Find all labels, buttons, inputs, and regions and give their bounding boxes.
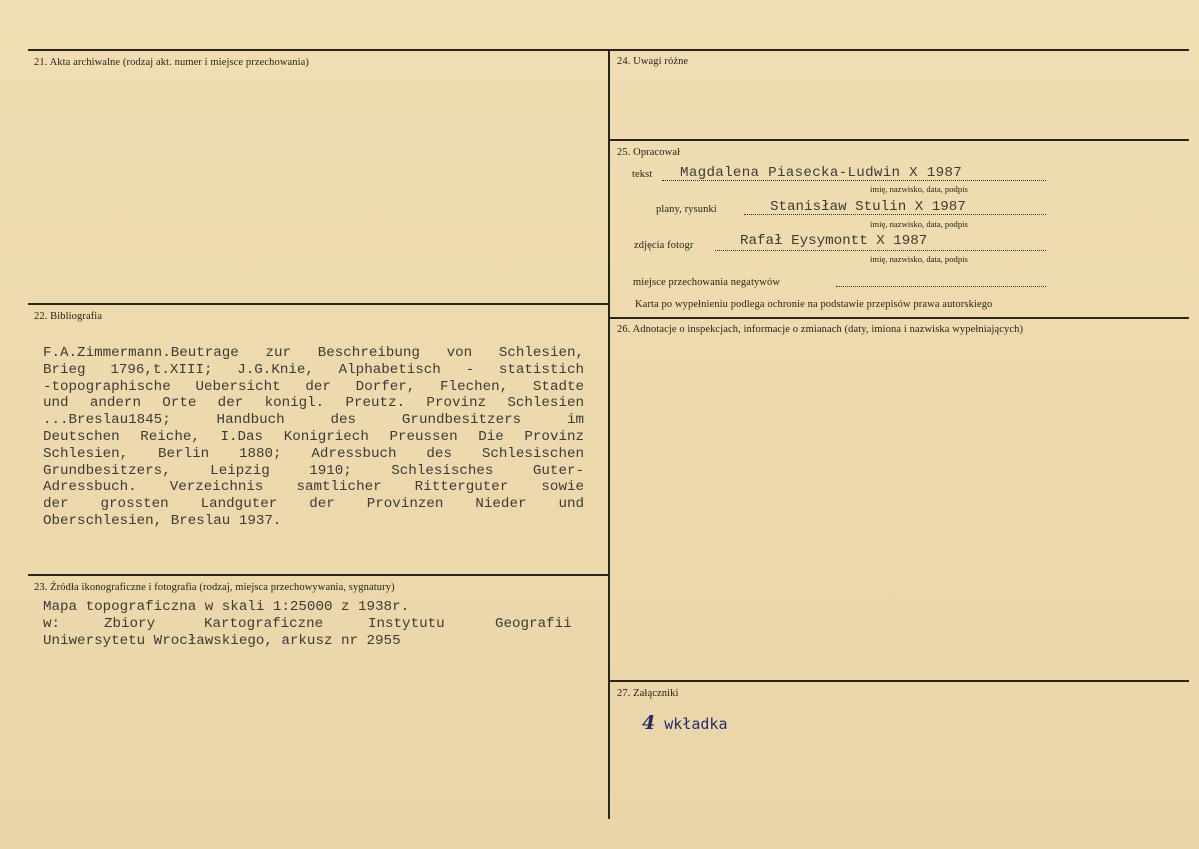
bibliography-line: Oberschlesien, Breslau 1937. xyxy=(43,512,282,529)
section-27-label: 27. Załączniki xyxy=(617,688,679,699)
tekst-value: Magdalena Piasecka-Ludwin X 1987 xyxy=(680,165,963,181)
iconography-word: w: xyxy=(43,616,61,632)
zdjecia-caption: imię, nazwisko, data, podpis xyxy=(870,254,968,264)
bibliography-text xyxy=(43,345,584,530)
iconography-word: Zbiory xyxy=(104,616,156,632)
section-26-label: 26. Adnotacje o inspekcjach, informacje o zmianach (daty, imiona i nazwiska wypełniających) xyxy=(617,324,1024,335)
bibliography-line: ...Breslau1845; Handbuch des Grundbesitzers im xyxy=(43,412,584,429)
zdjecia-value: Rafał Eysymontt X 1987 xyxy=(740,233,928,249)
attachment-text: wkładka xyxy=(664,715,728,733)
negatywy-label: miejsce przechowania negatywów xyxy=(633,277,781,288)
iconography-word: Geografii xyxy=(495,616,572,632)
section-25-label: 25. Opracował xyxy=(617,147,681,158)
iconography-word: Kartograficzne xyxy=(204,616,324,632)
iconography-line-1: Mapa topograficzna w skali 1:25000 z 1938r. xyxy=(43,599,410,615)
section-21-label: 21. Akta archiwalne (rodzaj akt. numer i miejsce przechowania) xyxy=(34,57,310,68)
bibliography-line: -topographische Uebersicht der Dorfer, Flechen, Stadte xyxy=(43,378,584,395)
rule-below-22 xyxy=(28,574,608,576)
section-22-label: 22. Bibliografia xyxy=(34,311,103,322)
bibliography-line: der grossten Landguter der Provinzen Nieder und xyxy=(43,496,584,513)
plany-caption: imię, nazwisko, data, podpis xyxy=(870,219,968,229)
tekst-label: tekst xyxy=(632,169,653,180)
section-24-label: 24. Uwagi różne xyxy=(617,56,689,67)
center-divider xyxy=(608,49,610,819)
bibliography-line: Brieg 1796,t.XIII; J.G.Knie, Alphabetisch - statistich xyxy=(43,361,584,378)
rule-below-21 xyxy=(28,303,608,305)
bibliography-line: und andern Orte der konigl. Preutz. Provinz Schlesien xyxy=(43,395,584,412)
iconography-word: Instytutu xyxy=(368,616,445,632)
zdjecia-dotted-line xyxy=(715,250,1046,251)
plany-label: plany, rysunki xyxy=(656,204,717,215)
bibliography-line: Grundbesitzers, Leipzig 1910; Schlesisches Guter- xyxy=(43,462,584,479)
bibliography-line: Deutschen Reiche, I.Das Konigriech Preussen Die Provinz xyxy=(43,428,584,445)
attachment-note xyxy=(642,712,727,734)
iconography-line-3: Uniwersytetu Wrocławskiego, arkusz nr 2955 xyxy=(43,633,401,649)
negatywy-dotted-line xyxy=(836,286,1046,287)
bibliography-line: F.A.Zimmermann.Beutrage zur Beschreibung von Schlesien, xyxy=(43,345,584,361)
bibliography-line: Adressbuch. Verzeichnis samtlicher Ritterguter sowie xyxy=(43,479,584,496)
bibliography-line: Schlesien, Berlin 1880; Adressbuch des Schlesischen xyxy=(43,445,584,462)
zdjecia-label: zdjęcia fotogr xyxy=(634,240,694,251)
copyright-note: Karta po wypełnieniu podlega ochronie na podstawie przepisów prawa autorskiego xyxy=(635,299,993,310)
plany-value: Stanisław Stulin X 1987 xyxy=(770,199,966,215)
attachment-count: 4 xyxy=(642,712,656,734)
rule-below-24 xyxy=(610,139,1189,141)
tekst-caption: imię, nazwisko, data, podpis xyxy=(870,184,968,194)
rule-below-26 xyxy=(610,680,1189,682)
section-23-label: 23. Źródła ikonograficzne i fotografia (rodzaj, miejsca przechowywania, sygnatury) xyxy=(34,582,395,593)
rule-below-25 xyxy=(610,317,1189,319)
